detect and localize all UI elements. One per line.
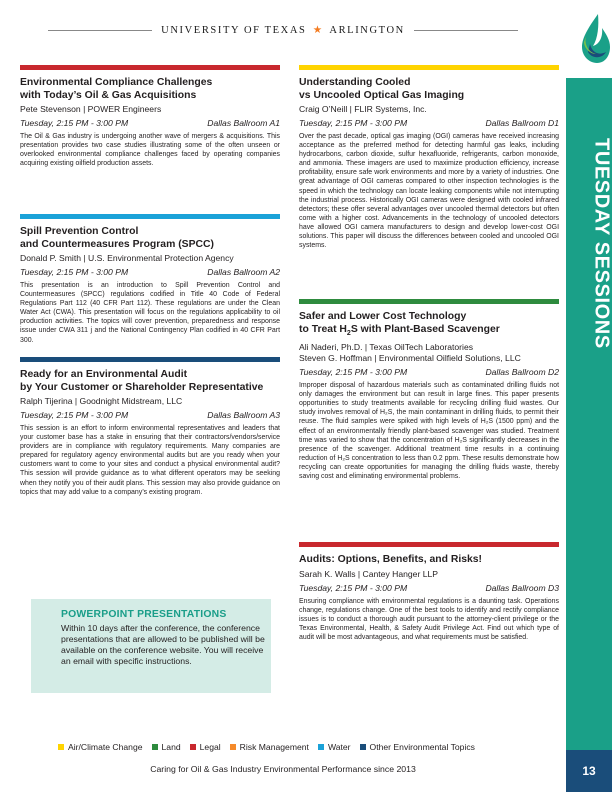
session-time: Tuesday, 2:15 PM - 3:00 PM [299,367,408,378]
legend-item-water: Water [318,742,351,752]
swatch-icon [190,744,196,750]
session-room: Dallas Ballroom D2 [485,367,559,378]
session-title: Ready for an Environmental Audit by Your Customer or Shareholder Representative [20,369,264,393]
session-meta [299,367,559,377]
session-room: Dallas Ballroom D1 [485,118,559,128]
session-time: Tuesday, 2:15 PM - 3:00 PM [20,118,129,128]
session-description: The Oil & Gas industry is undergoing another wave of mergers & acquisitions. This presentation provides two case studies illustrating some of the often unseen or overlooked environmental compliance challenges faced by operating companies acquiring existing oilfield production assets. [20,133,280,168]
session-a3 [20,357,280,497]
droplet-logo-icon [580,14,610,64]
swatch-icon [58,744,64,750]
swatch-icon [152,744,158,750]
promo-title: POWERPOINT PRESENTATIONS [61,609,227,620]
session-room: Dallas Ballroom D3 [485,582,559,593]
session-speaker-1: Ali Naderi, Ph.D. | Texas OilTech Laboratories [299,342,474,353]
session-speaker: Sarah K. Walls | Cantey Hanger LLP [299,568,439,579]
session-description: This session is an effort to inform environmental representatives and leaders that your customer base has a stake in ensuring that their contractors/vendors/service providers are in compliance with regulatory requirements. Many companies are prepared for regulatory agency environmental audits but are you ready when your customers want to come to your sites and conduct a physical environmental audit? This session will provide guidance as to what different operators may be seeking when they notify you of their audit plans. This session may also provide guidance on topics that may add value to a company’s existing program. [20,425,280,496]
swatch-icon [230,744,236,750]
session-speaker: Pete Stevenson | POWER Engineers [20,104,162,114]
session-d2 [299,299,559,481]
swatch-icon [318,744,324,750]
session-speaker: Donald P. Smith | U.S. Environmental Protection Agency [20,253,234,263]
session-description: Over the past decade, optical gas imaging (OGI) cameras have received increasing acceptance as the preferred method for detecting harmful gas leaks, including hydrocarbons, carbon dioxide, sulfur hexafluoride, refrigerants, carbon monoxide, and ammonia. These imagers are used to maximize production efficiency, increase profitability, ensure safe work environments and more by a variety of industries. One great advantage of OGI cameras compared to other inspection technologies is the speed in which the technology can locate leaking components while not interrupting the industrial process. Historically OGI cameras were designed with cooled infrared detectors; these offer several advantages over uncooled thermal detectors but often come with a higher cost. Advancements in the technology of uncooled detectors have allowed OGI camera manufacturers to design and develop lower-cost OGI solutions. This paper will discuss the differences between cooled and uncooled OGI systems. [299,133,559,250]
session-room: Dallas Ballroom A1 [207,118,280,128]
university-name: UNIVERSITY OF TEXAS [161,25,307,36]
session-meta [20,410,280,420]
session-meta [299,118,559,128]
star-icon: ★ [312,25,324,36]
session-meta [299,583,559,593]
powerpoint-info-box [31,599,271,693]
legend-item-legal: Legal [190,742,221,752]
page-header [0,0,566,52]
promo-text: Within 10 days after the conference, the conference presentations that are allowed to be published will be available on the conference website. You will receive an email with specific instructions. [61,623,265,666]
session-time: Tuesday, 2:15 PM - 3:00 PM [20,267,129,277]
session-time: Tuesday, 2:15 PM - 3:00 PM [20,410,129,420]
legend-item-risk: Risk Management [230,742,309,752]
session-d3 [299,542,559,642]
category-legend [58,742,484,752]
session-speaker: Craig O’Neill | FLIR Systems, Inc. [299,104,427,114]
session-time: Tuesday, 2:15 PM - 3:00 PM [299,118,408,128]
session-meta [20,118,280,128]
category-bar-legal [299,542,559,547]
header-rule-left [48,30,152,31]
session-a1 [20,65,280,168]
session-title: Environmental Compliance Challenges with Today’s Oil & Gas Acquisitions [20,77,213,101]
session-description: Ensuring compliance with environmental regulations is a daunting task. Operations change, regulations change. One of the best tools to identify and rectify compliance issues is to conduct a thorough audit pursuant to the attorney-client privilege or the Texas Environmental, Health, & Safety Audit Privilege Act. Find out which type of audit will be most advantageous, and what requirements must be satisfied. [299,597,559,641]
category-bar-other [20,357,280,362]
session-speaker: Ralph Tijerina | Goodnight Midstream, LLC [20,396,183,406]
session-description: Improper disposal of hazardous materials such as contaminated drilling fluids not only damages the environment but can result in large fines. This paper presents opportunities to study treatments available for recycling drilling fluid wastes. Our study involves removal of H₂S, the main contaminant in drilling fluids, to permit their reuse. The fluid samples were spiked with high levels of H₂S (1500 ppm) and the effect of an environmentally friendly plant-based scavenger was studied. Treatment time was varied to show that the concentration of H₂S significantly decreases in the presence of the scavenger. Additional treatment time results in a continuing reduction of H₂S concentration to less than 0.2 ppm. These results demonstrate how recycling can create opportunities for managing the drilling fluids waste, thereby saving cost and eliminating environmental problems. [299,382,559,481]
university-campus: ARLINGTON [329,25,405,36]
sidebar-title: TUESDAY SESSIONS [590,138,612,349]
session-title: Understanding Cooled vs Uncooled Optical Gas Imaging [299,77,465,101]
session-meta [20,267,280,277]
category-bar-legal [20,65,280,70]
session-time: Tuesday, 2:15 PM - 3:00 PM [299,582,408,593]
session-d1 [299,65,559,250]
category-bar-land [299,299,559,304]
session-description: This presentation is an introduction to Spill Prevention Control and Countermeasures (SPCC) regulations codified in Title 40 Code of Federal Regulations Part 112 (40 CFR Part 112). These regulations are under the Clean Water Act (CWA). This presentation will focus on the regulations applicability to oil production activities. The topics will cover prevention, preparedness and response issue under CWA 311 j and the National Contingency Plan codified in 40 CFR Part 300. [20,282,280,344]
header-rule-right [414,30,518,31]
legend-item-air: Air/Climate Change [58,742,143,752]
page-number: 13 [582,764,596,778]
footer-tagline: Caring for Oil & Gas Industry Environmental Performance since 2013 [150,764,416,774]
session-room: Dallas Ballroom A2 [207,267,280,277]
session-title: Spill Prevention Control and Countermeasures Program (SPCC) [20,226,215,250]
legend-item-land: Land [152,742,181,752]
category-bar-water [20,214,280,219]
session-title: Audits: Options, Benefits, and Risks! [299,554,483,565]
session-room: Dallas Ballroom A3 [207,410,280,420]
swatch-icon [360,744,366,750]
legend-item-other: Other Environmental Topics [360,742,475,752]
university-banner [0,24,566,36]
session-speaker-2: Steven G. Hoffman | Environmental Oilfield Solutions, LLC [299,353,521,364]
session-title: Safer and Lower Cost Technology to Treat $H_2S$ with Plant-Based Scavenger [299,311,500,337]
category-bar-air [299,65,559,70]
session-a2 [20,214,280,345]
